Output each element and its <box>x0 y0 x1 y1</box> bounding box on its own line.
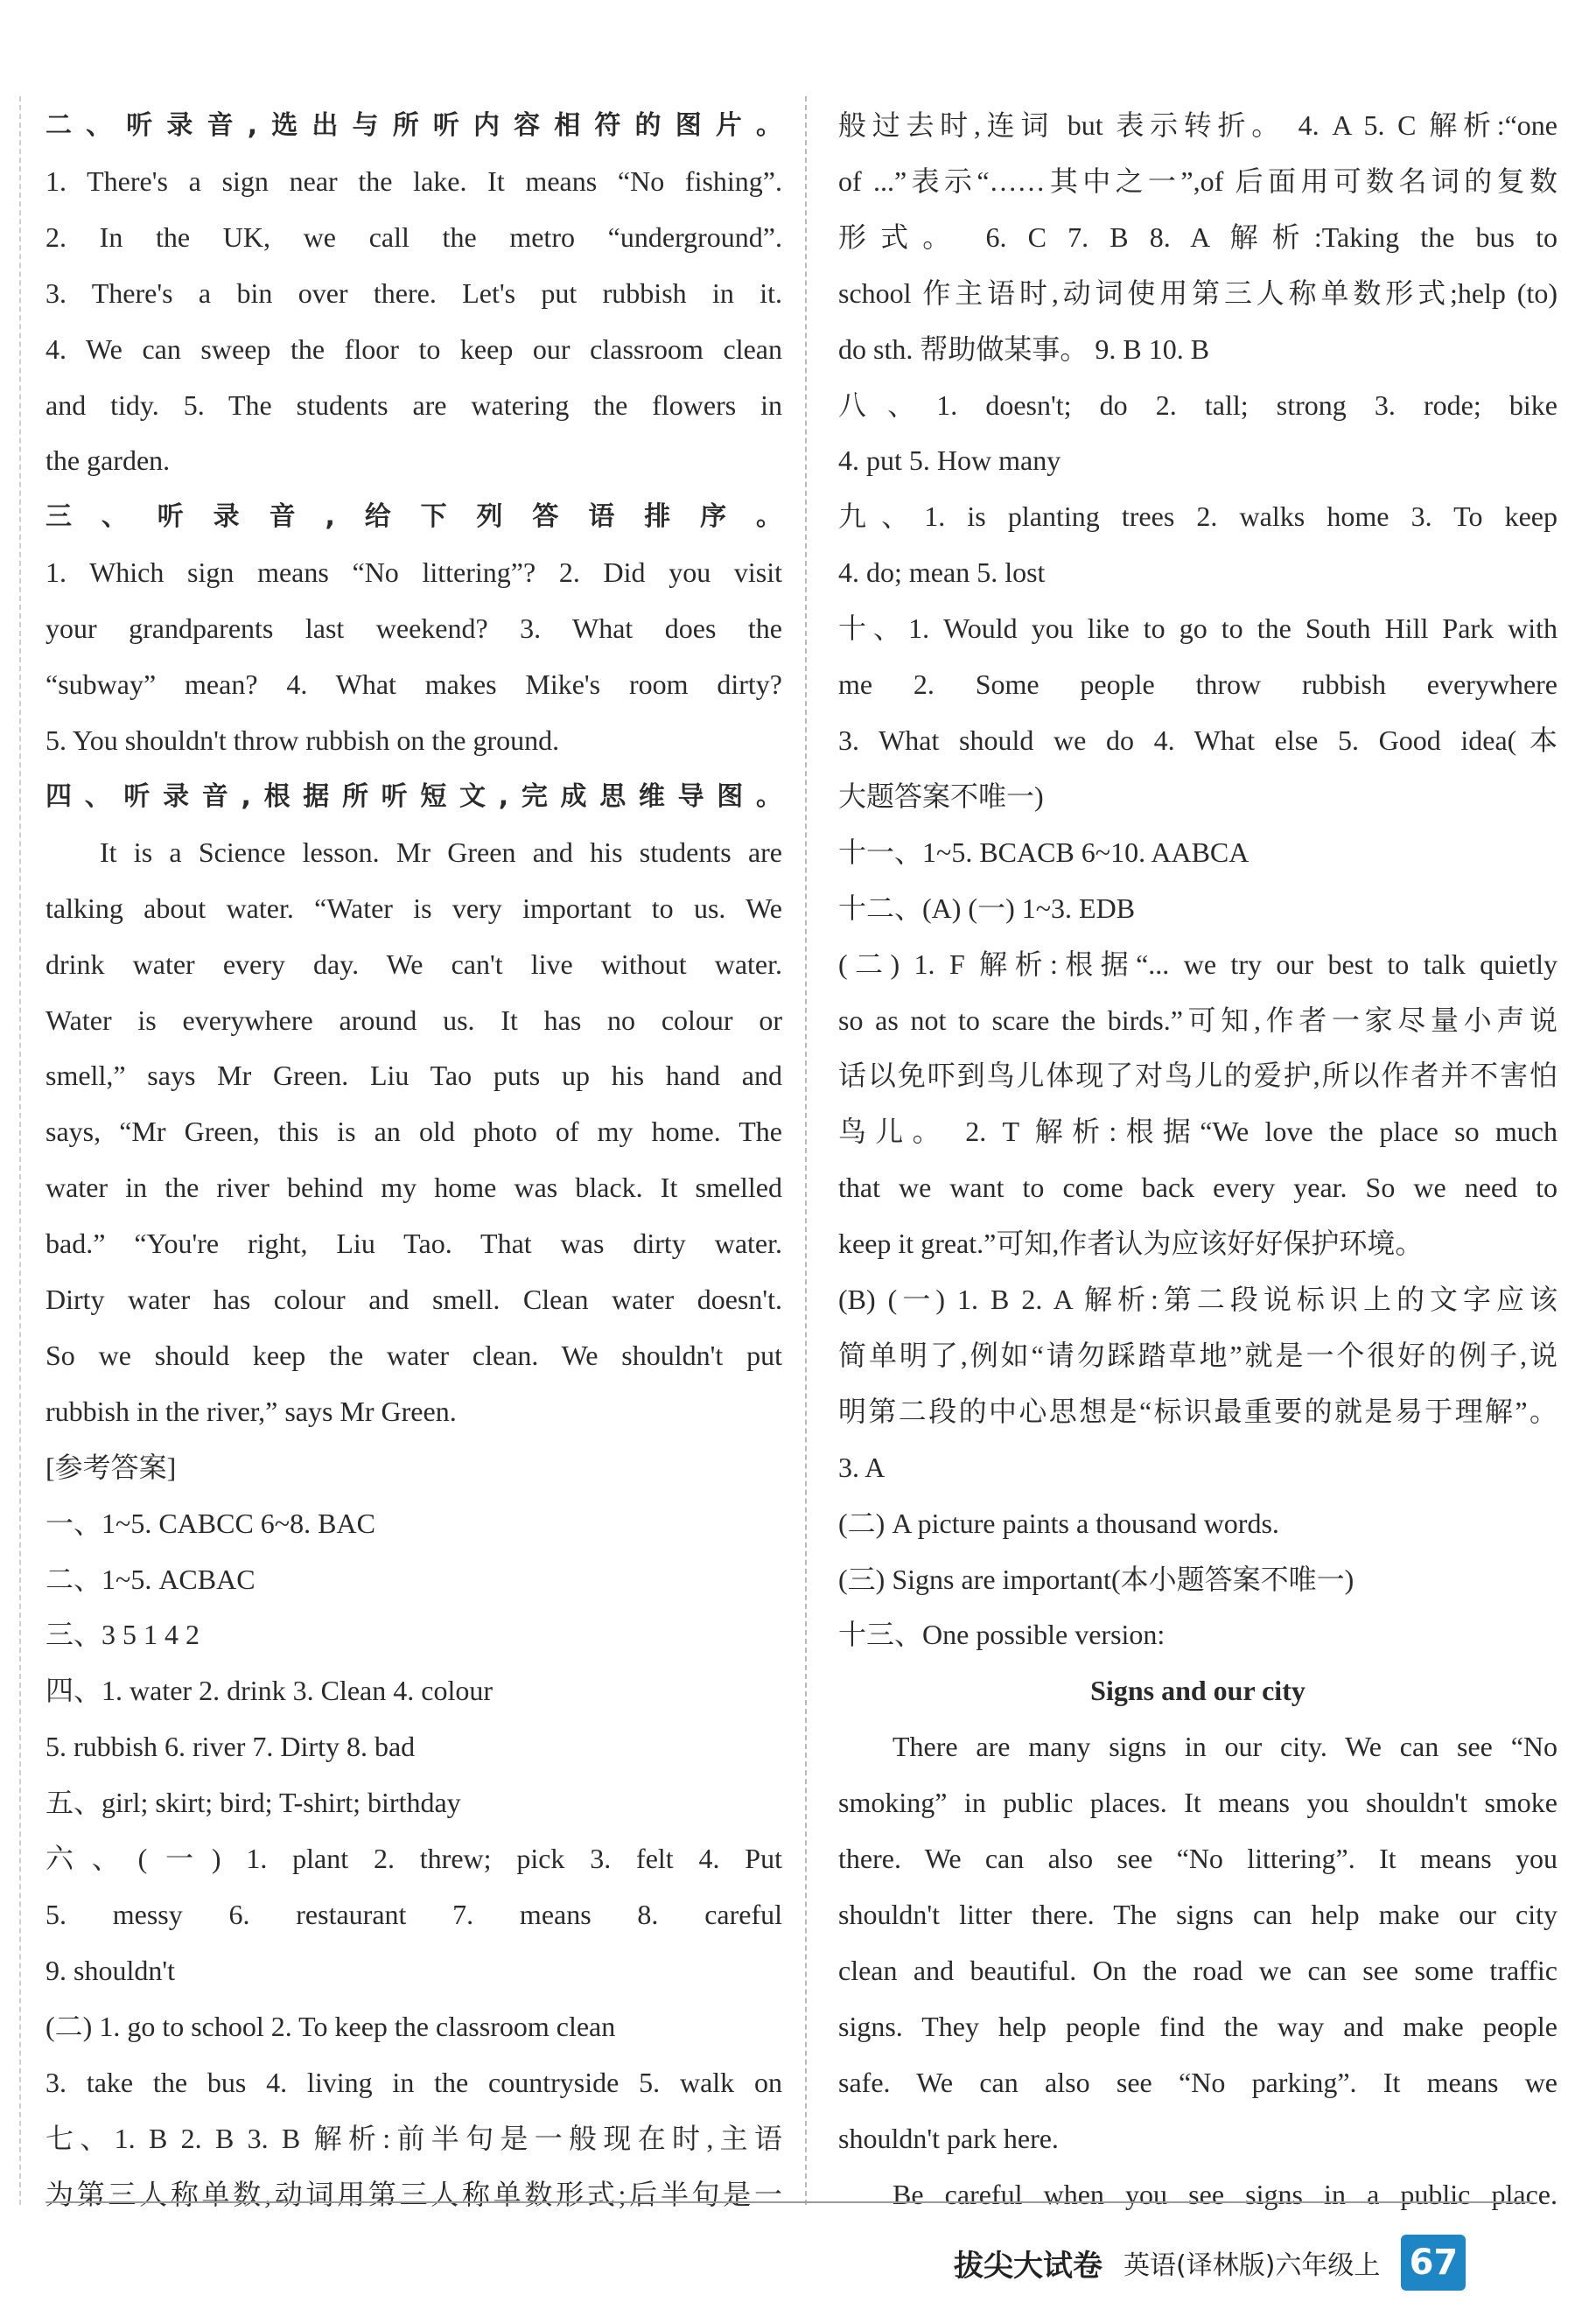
text-line: bad.” “You're right, Liu Tao. That was dirty water. <box>46 1228 782 1260</box>
text-line: 5. messy 6. restaurant 7. means 8. careful <box>46 1899 782 1930</box>
text-line: smell,” says Mr Green. Liu Tao puts up his hand and <box>46 1060 782 1092</box>
text-line: 1. There's a sign near the lake. It means “No fishing”. <box>46 164 782 197</box>
text-line: shouldn't litter there. The signs can help make our city <box>838 1899 1558 1930</box>
text-line: 三、听录音,给下列答语排序。 <box>46 501 782 533</box>
text-line: 七、1. B 2. B 3. B 解析:前半句是一般现在时,主语 <box>46 2122 782 2154</box>
text-line: 4. put 5. How many <box>838 444 1061 477</box>
text-line: talking about water. “Water is very important to us. We <box>46 892 782 924</box>
text-line: the garden. <box>46 444 171 477</box>
text-line: 大题答案不唯一) <box>838 780 1044 812</box>
left-column <box>46 98 782 2222</box>
text-line: 简单明了,例如“请勿踩踏草地”就是一个很好的例子,说 <box>838 1339 1558 1371</box>
text-line: (二) 1. go to school 2. To keep the classroom clean <box>46 2010 616 2042</box>
text-line: 9. shouldn't <box>46 1954 175 1986</box>
text-line: 二、听录音,选出与所听内容相符的图片。 <box>46 110 782 141</box>
text-line: do sth. 帮助做某事。 9. B 10. B <box>838 332 1210 365</box>
text-line: 九、1. is planting trees 2. walks home 3. To keep <box>838 500 1558 533</box>
text-line: 为第三人称单数,动词用第三人称单数形式;后半句是一 <box>46 2178 782 2210</box>
text-line: 4. do; mean 5. lost <box>838 556 1046 589</box>
text-line: 十三、One possible version: <box>838 1619 1166 1651</box>
text-line: clean and beautiful. On the road we can see some traffic <box>838 1954 1558 1986</box>
text-line: there. We can also see “No littering”. It means you <box>838 1843 1558 1875</box>
text-line: 六、(一) 1. plant 2. threw; pick 3. felt 4. Put <box>46 1843 782 1875</box>
footer-rule <box>46 2201 1533 2203</box>
right-column <box>838 98 1558 2222</box>
text-line: 四、1. water 2. drink 3. Clean 4. colour <box>46 1675 494 1707</box>
text-line: 话以免吓到鸟儿体现了对鸟儿的爱护,所以作者并不害怕 <box>838 1060 1558 1092</box>
text-line: drink water every day. We can't live without water. <box>46 948 782 980</box>
text-line: water in the river behind my home was black. It smelled <box>46 1172 782 1204</box>
text-line: safe. We can also see “No parking”. It means we <box>838 2066 1558 2098</box>
text-line: 形式。 6. C 7. B 8. A 解析:Taking the bus to <box>838 220 1558 253</box>
text-line: 3. take the bus 4. living in the countryside 5. walk on <box>46 2066 782 2098</box>
left-margin-line <box>19 96 21 2205</box>
text-line: 五、girl; skirt; bird; T-shirt; birthday <box>46 1787 461 1819</box>
text-line: So we should keep the water clean. We shouldn't put <box>46 1339 782 1371</box>
text-line: smoking” in public places. It means you shouldn't smoke <box>838 1787 1558 1819</box>
text-line: 十二、(A) (一) 1~3. EDB <box>838 892 1136 924</box>
text-line: Water is everywhere around us. It has no colour or <box>46 1004 782 1036</box>
text-line: 2. In the UK, we call the metro “underground”. <box>46 220 782 253</box>
text-line: There are many signs in our city. We can see “No <box>892 1731 1558 1763</box>
text-line: 明第二段的中心思想是“标识最重要的就是易于理解”。 <box>838 1395 1558 1427</box>
text-line: shouldn't park here. <box>838 2122 1059 2154</box>
text-line: 3. There's a bin over there. Let's put rubbish in it. <box>46 276 782 309</box>
text-line: signs. They help people find the way and make people <box>838 2010 1558 2042</box>
text-line: (二) 1. F 解析:根据“... we try our best to talk quietly <box>838 948 1558 980</box>
text-line: 5. You shouldn't throw rubbish on the ground. <box>46 724 560 756</box>
text-line: 二、1~5. ACBAC <box>46 1563 256 1595</box>
column-divider <box>805 96 807 2205</box>
text-line: and tidy. 5. The students are watering the flowers in <box>46 388 782 421</box>
text-line: 十一、1~5. BCACB 6~10. AABCA <box>838 836 1250 868</box>
text-line: Dirty water has colour and smell. Clean water doesn't. <box>46 1284 782 1316</box>
text-line: me 2. Some people throw rubbish everywhere <box>838 668 1558 701</box>
text-line: 3. A <box>838 1451 886 1483</box>
text-line: 鸟儿。 2. T 解析:根据“We love the place so much <box>838 1116 1558 1148</box>
text-line: 十、1. Would you like to go to the South Hill Park with <box>838 612 1558 645</box>
text-line: 4. We can sweep the floor to keep our classroom clean <box>46 332 782 365</box>
text-line: (B) (一) 1. B 2. A 解析:第二段说标识上的文字应该 <box>838 1284 1558 1316</box>
text-line: 三、3 5 1 4 2 <box>46 1619 200 1651</box>
page-footer <box>954 2236 1466 2289</box>
text-line: (二) A picture paints a thousand words. <box>838 1507 1279 1539</box>
text-line: of ...”表示“……其中之一”,of 后面用可数名词的复数 <box>838 164 1558 197</box>
text-line: Be careful when you see signs in a public place. <box>892 2178 1558 2210</box>
text-line: 1. Which sign means “No littering”? 2. Did you visit <box>46 556 782 589</box>
text-line: that we want to come back every year. So we need to <box>838 1172 1558 1204</box>
text-line: says, “Mr Green, this is an old photo of my home. The <box>46 1116 782 1148</box>
text-line: “subway” mean? 4. What makes Mike's room dirty? <box>46 668 782 701</box>
footer-brand: 拔尖大试卷 <box>954 2248 1102 2284</box>
text-line: 一、1~5. CABCC 6~8. BAC <box>46 1507 375 1539</box>
footer-subject: 英语(译林版)六年级上 <box>1124 2250 1381 2281</box>
text-line: 3. What should we do 4. What else 5. Good idea(本 <box>838 724 1558 756</box>
text-line: school 作主语时,动词使用第三人称单数形式;help (to) <box>838 276 1558 309</box>
text-line: 5. rubbish 6. river 7. Dirty 8. bad <box>46 1731 416 1763</box>
text-line: so as not to scare the birds.”可知,作者一家尽量小声说 <box>838 1004 1558 1036</box>
text-line: 四、听录音,根据所听短文,完成思维导图。 <box>46 780 782 812</box>
text-line: Signs and our city <box>1090 1675 1306 1707</box>
text-line: [参考答案] <box>46 1451 177 1483</box>
text-line: (三) Signs are important(本小题答案不唯一) <box>838 1563 1354 1595</box>
text-line: rubbish in the river,” says Mr Green. <box>46 1395 457 1427</box>
page-number: 67 <box>1401 2235 1466 2291</box>
text-line: 八、1. doesn't; do 2. tall; strong 3. rode; bike <box>838 388 1558 421</box>
text-line: your grandparents last weekend? 3. What does the <box>46 612 782 645</box>
text-line: It is a Science lesson. Mr Green and his students are <box>100 836 782 868</box>
text-line: keep it great.”可知,作者认为应该好好保护环境。 <box>838 1228 1424 1260</box>
text-line: 般过去时,连词 but 表示转折。 4. A 5. C 解析:“one <box>838 109 1558 141</box>
